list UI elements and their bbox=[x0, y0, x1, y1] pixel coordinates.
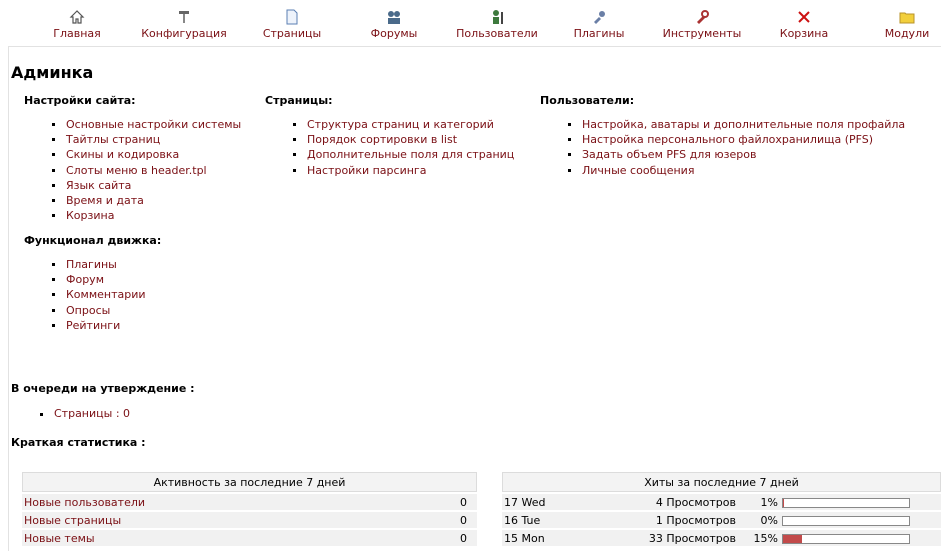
list-item[interactable] bbox=[293, 117, 514, 132]
table-row bbox=[502, 512, 941, 528]
list-item[interactable] bbox=[568, 147, 905, 162]
toolbar-pages-label: Страницы bbox=[262, 27, 322, 40]
toolbar-home[interactable] bbox=[22, 9, 132, 40]
wrench-icon bbox=[694, 9, 710, 25]
link-parser-settings[interactable]: Настройки парсинга bbox=[307, 163, 427, 177]
activity-table bbox=[22, 470, 477, 548]
link-language[interactable]: Язык сайта bbox=[66, 178, 132, 192]
table-row bbox=[502, 530, 941, 546]
list-item[interactable] bbox=[52, 132, 241, 147]
list-item[interactable] bbox=[52, 163, 241, 178]
hits-bar-fill bbox=[783, 499, 784, 507]
list-item[interactable] bbox=[52, 303, 146, 318]
hits-day: 16 Tue bbox=[502, 512, 634, 528]
link-skins[interactable]: Скины и кодировка bbox=[66, 148, 180, 162]
hits-bar bbox=[782, 534, 910, 544]
engine-title: Функционал движка: bbox=[24, 234, 162, 247]
list-item[interactable] bbox=[568, 117, 905, 132]
top-toolbar bbox=[0, 0, 941, 46]
link-menu-slots[interactable]: Слоты меню в header.tpl bbox=[66, 163, 207, 177]
activity-value: 0 bbox=[446, 494, 477, 510]
plugin-icon bbox=[591, 9, 607, 25]
list-item[interactable] bbox=[52, 178, 241, 193]
link-plugins[interactable]: Плагины bbox=[66, 258, 117, 271]
list-item[interactable] bbox=[52, 318, 146, 333]
table-row bbox=[22, 530, 477, 546]
link-main-settings[interactable]: Основные настройки системы bbox=[66, 118, 242, 131]
link-pfs-quota[interactable]: Задать объем PFS для юзеров bbox=[582, 148, 757, 162]
hits-percent: 0% bbox=[738, 512, 780, 528]
hits-percent: 1% bbox=[738, 494, 780, 510]
site-settings-title: Настройки сайта: bbox=[24, 94, 136, 107]
toolbar-config-label: Конфигурация bbox=[141, 27, 227, 40]
link-time-date[interactable]: Время и дата bbox=[66, 193, 144, 207]
hits-bar bbox=[782, 516, 910, 526]
tools-icon bbox=[176, 9, 192, 25]
activity-label-new-users[interactable]: Новые пользователи bbox=[24, 495, 146, 509]
engine-list bbox=[52, 257, 146, 333]
users-title: Пользователи: bbox=[540, 94, 635, 107]
hits-views: 33 Просмотров bbox=[634, 530, 738, 546]
toolbar-users[interactable] bbox=[442, 9, 552, 40]
hits-bar bbox=[782, 498, 910, 508]
activity-label-new-pages[interactable]: Новые страницы bbox=[24, 513, 122, 527]
list-item[interactable] bbox=[293, 163, 514, 178]
toolbar-plugins[interactable] bbox=[544, 9, 654, 40]
toolbar-plugins-label: Плагины bbox=[573, 27, 625, 40]
list-item[interactable] bbox=[52, 193, 241, 208]
toolbar-home-label: Главная bbox=[53, 27, 101, 40]
toolbar-tools[interactable] bbox=[647, 9, 757, 40]
list-item[interactable] bbox=[52, 257, 146, 272]
link-comments[interactable]: Комментарии bbox=[66, 288, 146, 302]
queue-item[interactable] bbox=[40, 407, 130, 420]
toolbar-trash-label: Корзина bbox=[779, 27, 829, 40]
toolbar-tools-label: Инструменты bbox=[662, 27, 742, 40]
toolbar-modules-label: Модули bbox=[884, 27, 930, 40]
link-polls[interactable]: Опросы bbox=[66, 303, 111, 317]
list-item[interactable] bbox=[52, 117, 241, 132]
hits-table bbox=[502, 470, 941, 548]
toolbar-forums-label: Форумы bbox=[370, 27, 418, 40]
hits-views: 1 Просмотров bbox=[634, 512, 738, 528]
toolbar-config[interactable] bbox=[129, 9, 239, 40]
list-item[interactable] bbox=[568, 163, 905, 178]
activity-value: 0 bbox=[446, 512, 477, 528]
pages-title: Страницы: bbox=[265, 94, 333, 107]
hits-bar-cell bbox=[780, 512, 941, 528]
list-item[interactable] bbox=[293, 147, 514, 162]
activity-label-new-topics[interactable]: Новые темы bbox=[24, 531, 95, 545]
user-icon bbox=[489, 9, 505, 25]
hits-day: 17 Wed bbox=[502, 494, 634, 510]
list-item[interactable] bbox=[293, 132, 514, 147]
hits-bar-cell bbox=[780, 530, 941, 546]
folder-icon bbox=[899, 9, 915, 25]
link-page-structure[interactable]: Структура страниц и категорий bbox=[307, 118, 494, 131]
hits-day: 15 Mon bbox=[502, 530, 634, 546]
list-item[interactable] bbox=[52, 208, 241, 223]
activity-value: 0 bbox=[446, 530, 477, 546]
queue-pages-link[interactable]: Страницы : 0 bbox=[54, 407, 131, 420]
trash-x-icon bbox=[796, 9, 812, 25]
link-ratings[interactable]: Рейтинги bbox=[66, 318, 121, 332]
toolbar-trash[interactable] bbox=[749, 9, 859, 40]
site-settings-list bbox=[52, 117, 241, 223]
home-icon bbox=[69, 9, 85, 25]
list-item[interactable] bbox=[52, 272, 146, 287]
link-profile-settings[interactable]: Настройка, аватары и дополнительные поля профайла bbox=[582, 118, 906, 131]
toolbar-forums[interactable] bbox=[339, 9, 449, 40]
hits-bar-cell bbox=[780, 494, 941, 510]
table-row bbox=[22, 494, 477, 510]
page-title: Админка bbox=[11, 63, 94, 82]
hits-views: 4 Просмотров bbox=[634, 494, 738, 510]
toolbar-users-label: Пользователи bbox=[456, 27, 538, 40]
queue-title: В очереди на утверждение : bbox=[11, 382, 195, 395]
list-item[interactable] bbox=[568, 132, 905, 147]
link-forum[interactable]: Форум bbox=[66, 273, 104, 287]
link-extra-fields[interactable]: Дополнительные поля для страниц bbox=[307, 148, 515, 162]
users-list bbox=[568, 117, 905, 178]
page-icon bbox=[284, 9, 300, 25]
toolbar-modules[interactable] bbox=[852, 9, 941, 40]
toolbar-pages[interactable] bbox=[237, 9, 347, 40]
activity-header: Активность за последние 7 дней bbox=[22, 472, 477, 492]
table-row bbox=[502, 494, 941, 510]
hits-percent: 15% bbox=[738, 530, 780, 546]
list-item[interactable] bbox=[52, 147, 241, 162]
stats-title: Краткая статистика : bbox=[11, 436, 146, 449]
users-group-icon bbox=[386, 9, 402, 25]
hits-bar-fill bbox=[783, 535, 802, 543]
link-page-titles[interactable]: Тайтлы страниц bbox=[66, 133, 161, 147]
hits-header: Хиты за последние 7 дней bbox=[502, 472, 941, 492]
link-private-messages[interactable]: Личные сообщения bbox=[582, 163, 695, 177]
link-pfs-settings[interactable]: Настройка персонального файлохранилища (PFS) bbox=[582, 133, 874, 147]
list-item[interactable] bbox=[52, 287, 146, 302]
link-sort-order[interactable]: Порядок сортировки в list bbox=[307, 133, 458, 147]
pages-list bbox=[293, 117, 514, 178]
table-row bbox=[22, 512, 477, 528]
link-trash[interactable]: Корзина bbox=[66, 209, 115, 223]
